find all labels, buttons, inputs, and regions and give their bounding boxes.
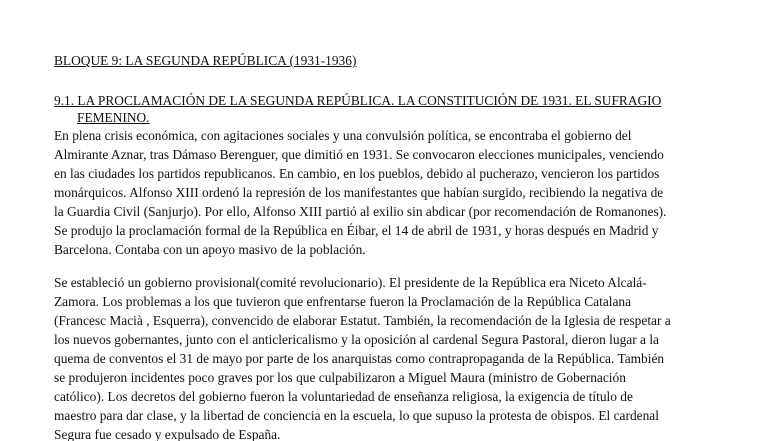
paragraph-line: monárquicos. Alfonso XIII ordenó la represión de los manifestantes que habían surgido, recibiendo la negativa de — [54, 185, 664, 200]
paragraph-line: católico). Los decretos del gobierno fueron la voluntariedad de enseñanza religiosa, la exigencia de título de — [54, 389, 633, 404]
paragraph-provisional-government — [54, 273, 728, 441]
paragraph-line: Almirante Aznar, tras Dámaso Berenguer, que dimitió en 1931. Se convocaron elecciones municipales, venciendo — [54, 147, 664, 162]
paragraph-line: Segura fue cesado y expulsado de España. — [54, 427, 281, 441]
paragraph-proclamation — [54, 126, 728, 259]
paragraph-line: Se estableció un gobierno provisional(comité revolucionario). El presidente de la República era Niceto Alcalá- — [54, 275, 647, 290]
block-title: BLOQUE 9: LA SEGUNDA REPÚBLICA (1931-1936) — [54, 53, 357, 68]
paragraph-line: los nuevos gobernantes, junto con el anticlericalismo y la oposición al cardenal Segura Pastoral, dieron lugar a la — [54, 332, 659, 347]
paragraph-line: (Francesc Macià , Esquerra), convencido de elaborar Estatut. También, la recomendación de la Iglesia de respetar a — [54, 313, 671, 328]
paragraph-line: Se produjo la proclamación formal de la República en Éibar, el 14 de abril de 1931, y horas después en Madrid y — [54, 223, 659, 238]
section-heading-line-2: FEMENINO. — [77, 110, 150, 125]
paragraph-line: se produjeron incidentes poco graves por los que culpabilizaron a Miguel Maura (ministro de Gobernación — [54, 370, 626, 385]
section-heading-line-1: 9.1. LA PROCLAMACIÓN DE LA SEGUNDA REPÚBLICA. LA CONSTITUCIÓN DE 1931. EL SUFRAGIO — [54, 93, 662, 108]
paragraph-line: maestro para dar clase, y la libertad de conciencia en la escuela, lo que supuso la protesta de obispos. El cardenal — [54, 408, 659, 423]
paragraph-line: Barcelona. Contaba con un apoyo masivo de la población. — [54, 242, 366, 257]
paragraph-line: en las ciudades los partidos republicanos. En cambio, en los pueblos, debido al pucherazo, vencieron los partidos — [54, 166, 660, 181]
paragraph-line: la Guardia Civil (Sanjurjo). Por ello, Alfonso XIII partió al exilio sin abdicar (por recomendación de Romanones). — [54, 204, 667, 219]
paragraph-line: Zamora. Los problemas a los que tuvieron que enfrentarse fueron la Proclamación de la República Catalana — [54, 294, 632, 309]
section-heading — [54, 92, 661, 126]
paragraph-line: quema de conventos el 31 de mayo por parte de los anarquistas como contrapropaganda de la República. También — [54, 351, 665, 366]
paragraph-line: En plena crisis económica, con agitaciones sociales y una convulsión política, se encontraba el gobierno del — [54, 128, 632, 143]
